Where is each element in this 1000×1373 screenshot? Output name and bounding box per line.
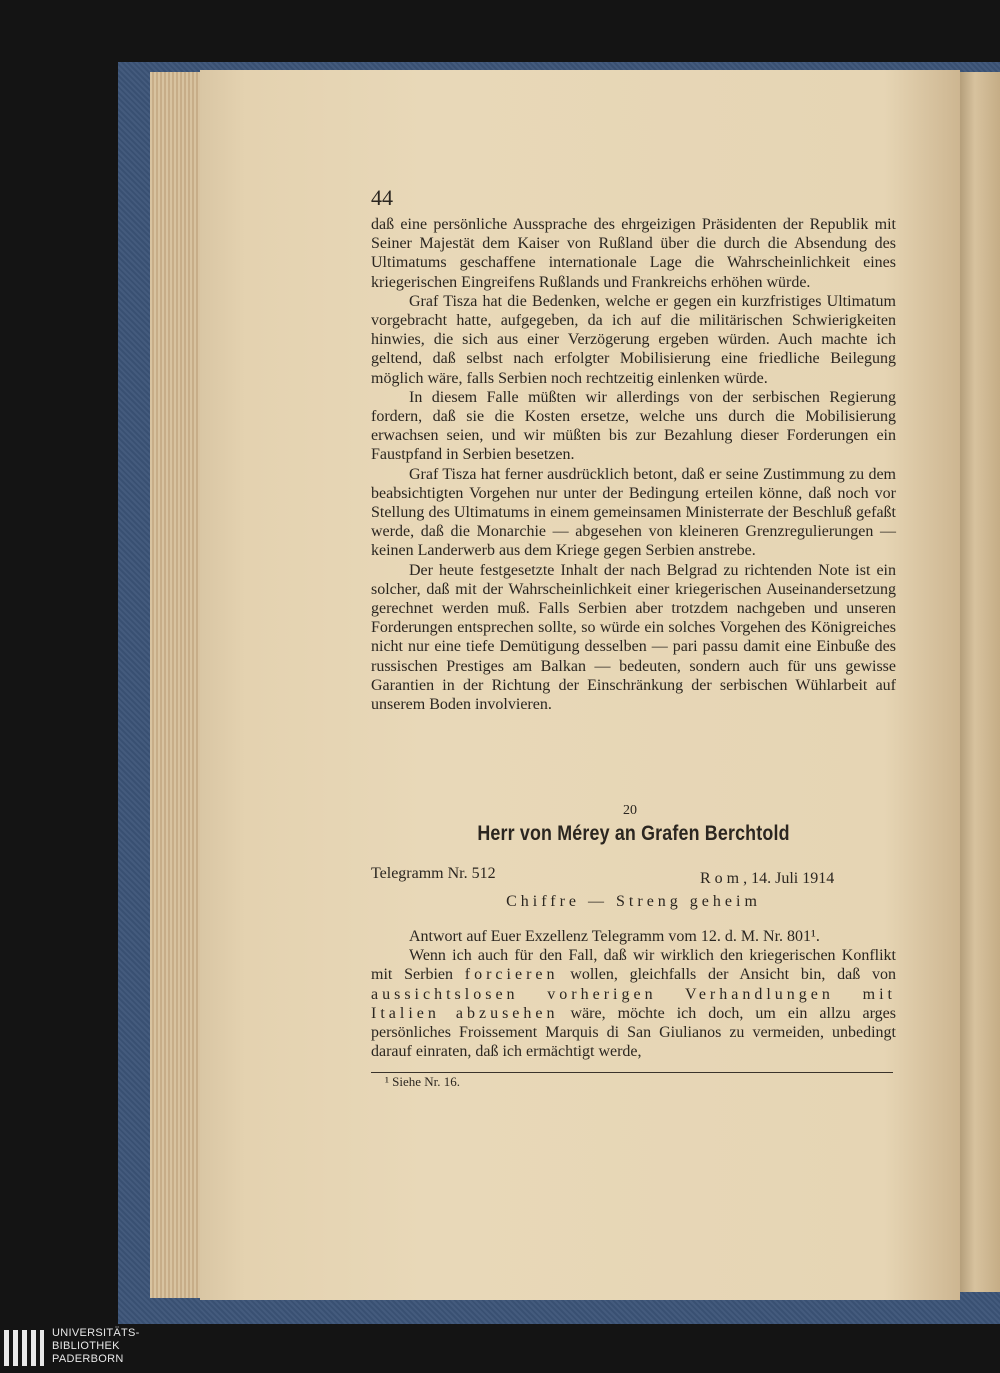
text-run: wäre, möchte ich doch, um ein allzu arges persönliches Froissement Marquis di San Giulianos zu vermeiden, unbedingt darauf einraten, daß ich ermächtigt werde, — [371, 1004, 896, 1061]
document-heading: Herr von Mérey an Grafen Berchtold — [477, 822, 790, 845]
emphasis-run: forcieren — [464, 966, 559, 984]
facing-page-edge — [958, 72, 1000, 1292]
main-text — [371, 215, 896, 714]
library-logo — [0, 1322, 200, 1373]
logo-text — [52, 1327, 140, 1366]
place: Rom — [700, 870, 744, 887]
emphasis-run: aussichtslosen vorherigen Verhandlungen mit Italien abzusehen — [371, 985, 896, 1022]
paragraph-4: Graf Tisza hat ferner ausdrücklich betont, daß er seine Zustimmung zu dem beabsichtigten Vorgehen nur unter der Bedingung erteilen könne, daß noch vor Stellung des Ultimatums in einem gemeinsamen Ministerrate der Beschluß gefaßt werde, daß die Monarchie — abgesehen von kleineren Grenzregulierungen — keinen Landerwerb aus dem Kriege gegen Serbien anstrebe. — [371, 465, 896, 560]
date: , 14. Juli 1914 — [743, 870, 835, 887]
paragraph-1: daß eine persönliche Aussprache des ehrgeizigen Präsidenten der Republik mit Seiner Majestät dem Kaiser von Rußland über die durch die Absendung des Ultimatums geschaffene internationale Lage die Wahrscheinlichkeit eines kriegerischen Eingreifens Rußlands und Frankreichs erhöhen würde. — [371, 216, 896, 291]
telegram-number: Telegramm Nr. 512 — [371, 865, 496, 882]
telegram-paragraph-2 — [371, 946, 896, 1061]
place-date — [700, 870, 834, 888]
text-run: wollen, gleichfalls der Ansicht bin, daß von — [558, 966, 896, 984]
paragraph-5: Der heute festgesetzte Inhalt der nach Belgrad zu richtenden Note ist ein solcher, daß mit der Wahrscheinlichkeit einer kriegerischen Auseinandersetzung gerechnet werden muß. Falls Serbien aber trotzdem nachgeben und unseren Forderungen entsprechen sollte, so würde ein solches Vorgehen des Königreiches nicht nur eine tiefe Demütigung desselben — pari passu damit eine Einbuße des russischen Prestiges am Balkan — bedeuten, sondern auch für uns gewisse Garantien in der Richtung der Einschränkung der serbischen Wühlarbeit auf unserem Boden involvieren. — [371, 561, 896, 714]
footnote-rule — [371, 1072, 893, 1073]
logo-line-1: UNIVERSITÄTS- — [52, 1327, 140, 1339]
secrecy-note: Chiffre — Streng geheim — [506, 893, 761, 910]
logo-line-3: PADERBORN — [52, 1353, 124, 1365]
page-edges — [150, 72, 206, 1298]
document-number: 20 — [623, 803, 637, 818]
paragraph-2: Graf Tisza hat die Bedenken, welche er gegen ein kurzfristiges Ultimatum vorgebracht hatte, aufgegeben, da ich auf die militärischen Schwierigkeiten hinwies, die sich aus einer Verzögerung ergeben würden. Auch machte ich geltend, daß selbst nach erfolgter Mobilisierung eine friedliche Beilegung möglich wäre, falls Serbien noch rechtzeitig einlenken würde. — [371, 292, 896, 387]
telegram-paragraph-1: Antwort auf Euer Exzellenz Telegramm vom 12. d. M. Nr. 801¹. — [409, 928, 820, 945]
text-run: Wenn ich auch für den Fall, daß wir wirklich den kriegerischen Konflikt mit Serbien — [371, 947, 896, 984]
paragraph-3: In diesem Falle müßten wir allerdings von der serbischen Regierung fordern, daß sie die Kosten ersetze, welche uns durch die Mobilisierung erwachsen seien, und wir müßten bis zur Bezahlung dieser Forderungen ein Faustpfand in Serbien besetzen. — [371, 388, 896, 464]
page-number: 44 — [371, 185, 393, 210]
logo-line-2: BIBLIOTHEK — [52, 1340, 120, 1352]
telegram-text — [371, 927, 896, 1061]
footnote: ¹ Siehe Nr. 16. — [385, 1074, 461, 1089]
